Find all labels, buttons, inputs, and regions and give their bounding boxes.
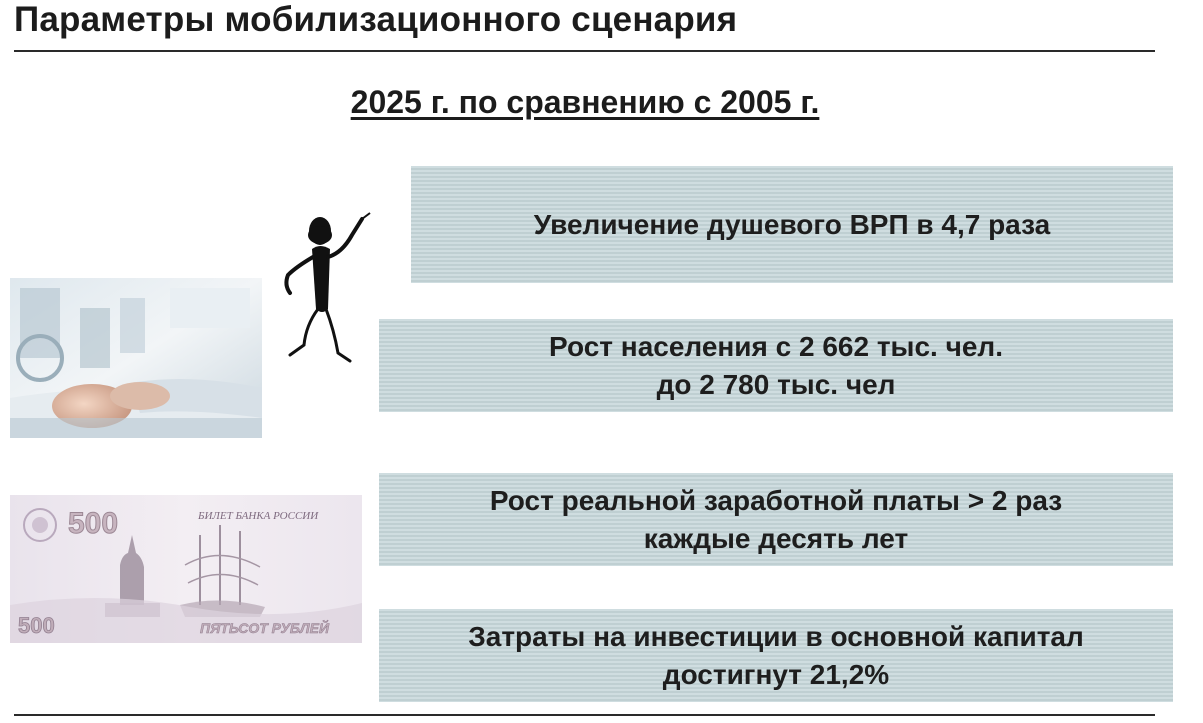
indicator-text-line2: каждые десять лет bbox=[643, 522, 909, 554]
indicator-text-line2: до 2 780 тыс. чел bbox=[656, 368, 896, 400]
indicator-text-line1: Рост реальной заработной платы > 2 раз bbox=[489, 484, 1063, 516]
banknote-header: БИЛЕТ БАНКА РОССИИ bbox=[198, 510, 319, 522]
banknote-denomination-bottom: 500 bbox=[18, 613, 55, 638]
indicator-box-investment bbox=[379, 609, 1173, 702]
newborn-photo bbox=[10, 278, 262, 438]
slide-title: Параметры мобилизационного сценария bbox=[14, 0, 738, 39]
pointing-figure-icon bbox=[276, 205, 386, 370]
indicator-box-population bbox=[379, 319, 1173, 412]
banknote-words: ПЯТЬСОТ РУБЛЕЙ bbox=[200, 620, 330, 636]
indicator-text-line2: достигнут 21,2% bbox=[662, 658, 890, 690]
indicator-box-grp bbox=[411, 166, 1173, 283]
banknote-denomination-top: 500 bbox=[68, 507, 119, 540]
indicator-text-line1: Затраты на инвестиции в основной капитал bbox=[468, 620, 1084, 652]
slide-subtitle: 2025 г. по сравнению с 2005 г. bbox=[350, 84, 820, 120]
indicator-text-line1: Рост населения с 2 662 тыс. чел. bbox=[549, 330, 1003, 362]
bottom-rule bbox=[14, 714, 1155, 716]
indicator-text: Увеличение душевого ВРП в 4,7 раза bbox=[533, 208, 1051, 240]
indicator-box-wages bbox=[379, 473, 1173, 566]
banknote-500-image bbox=[10, 495, 362, 643]
top-rule bbox=[14, 50, 1155, 52]
